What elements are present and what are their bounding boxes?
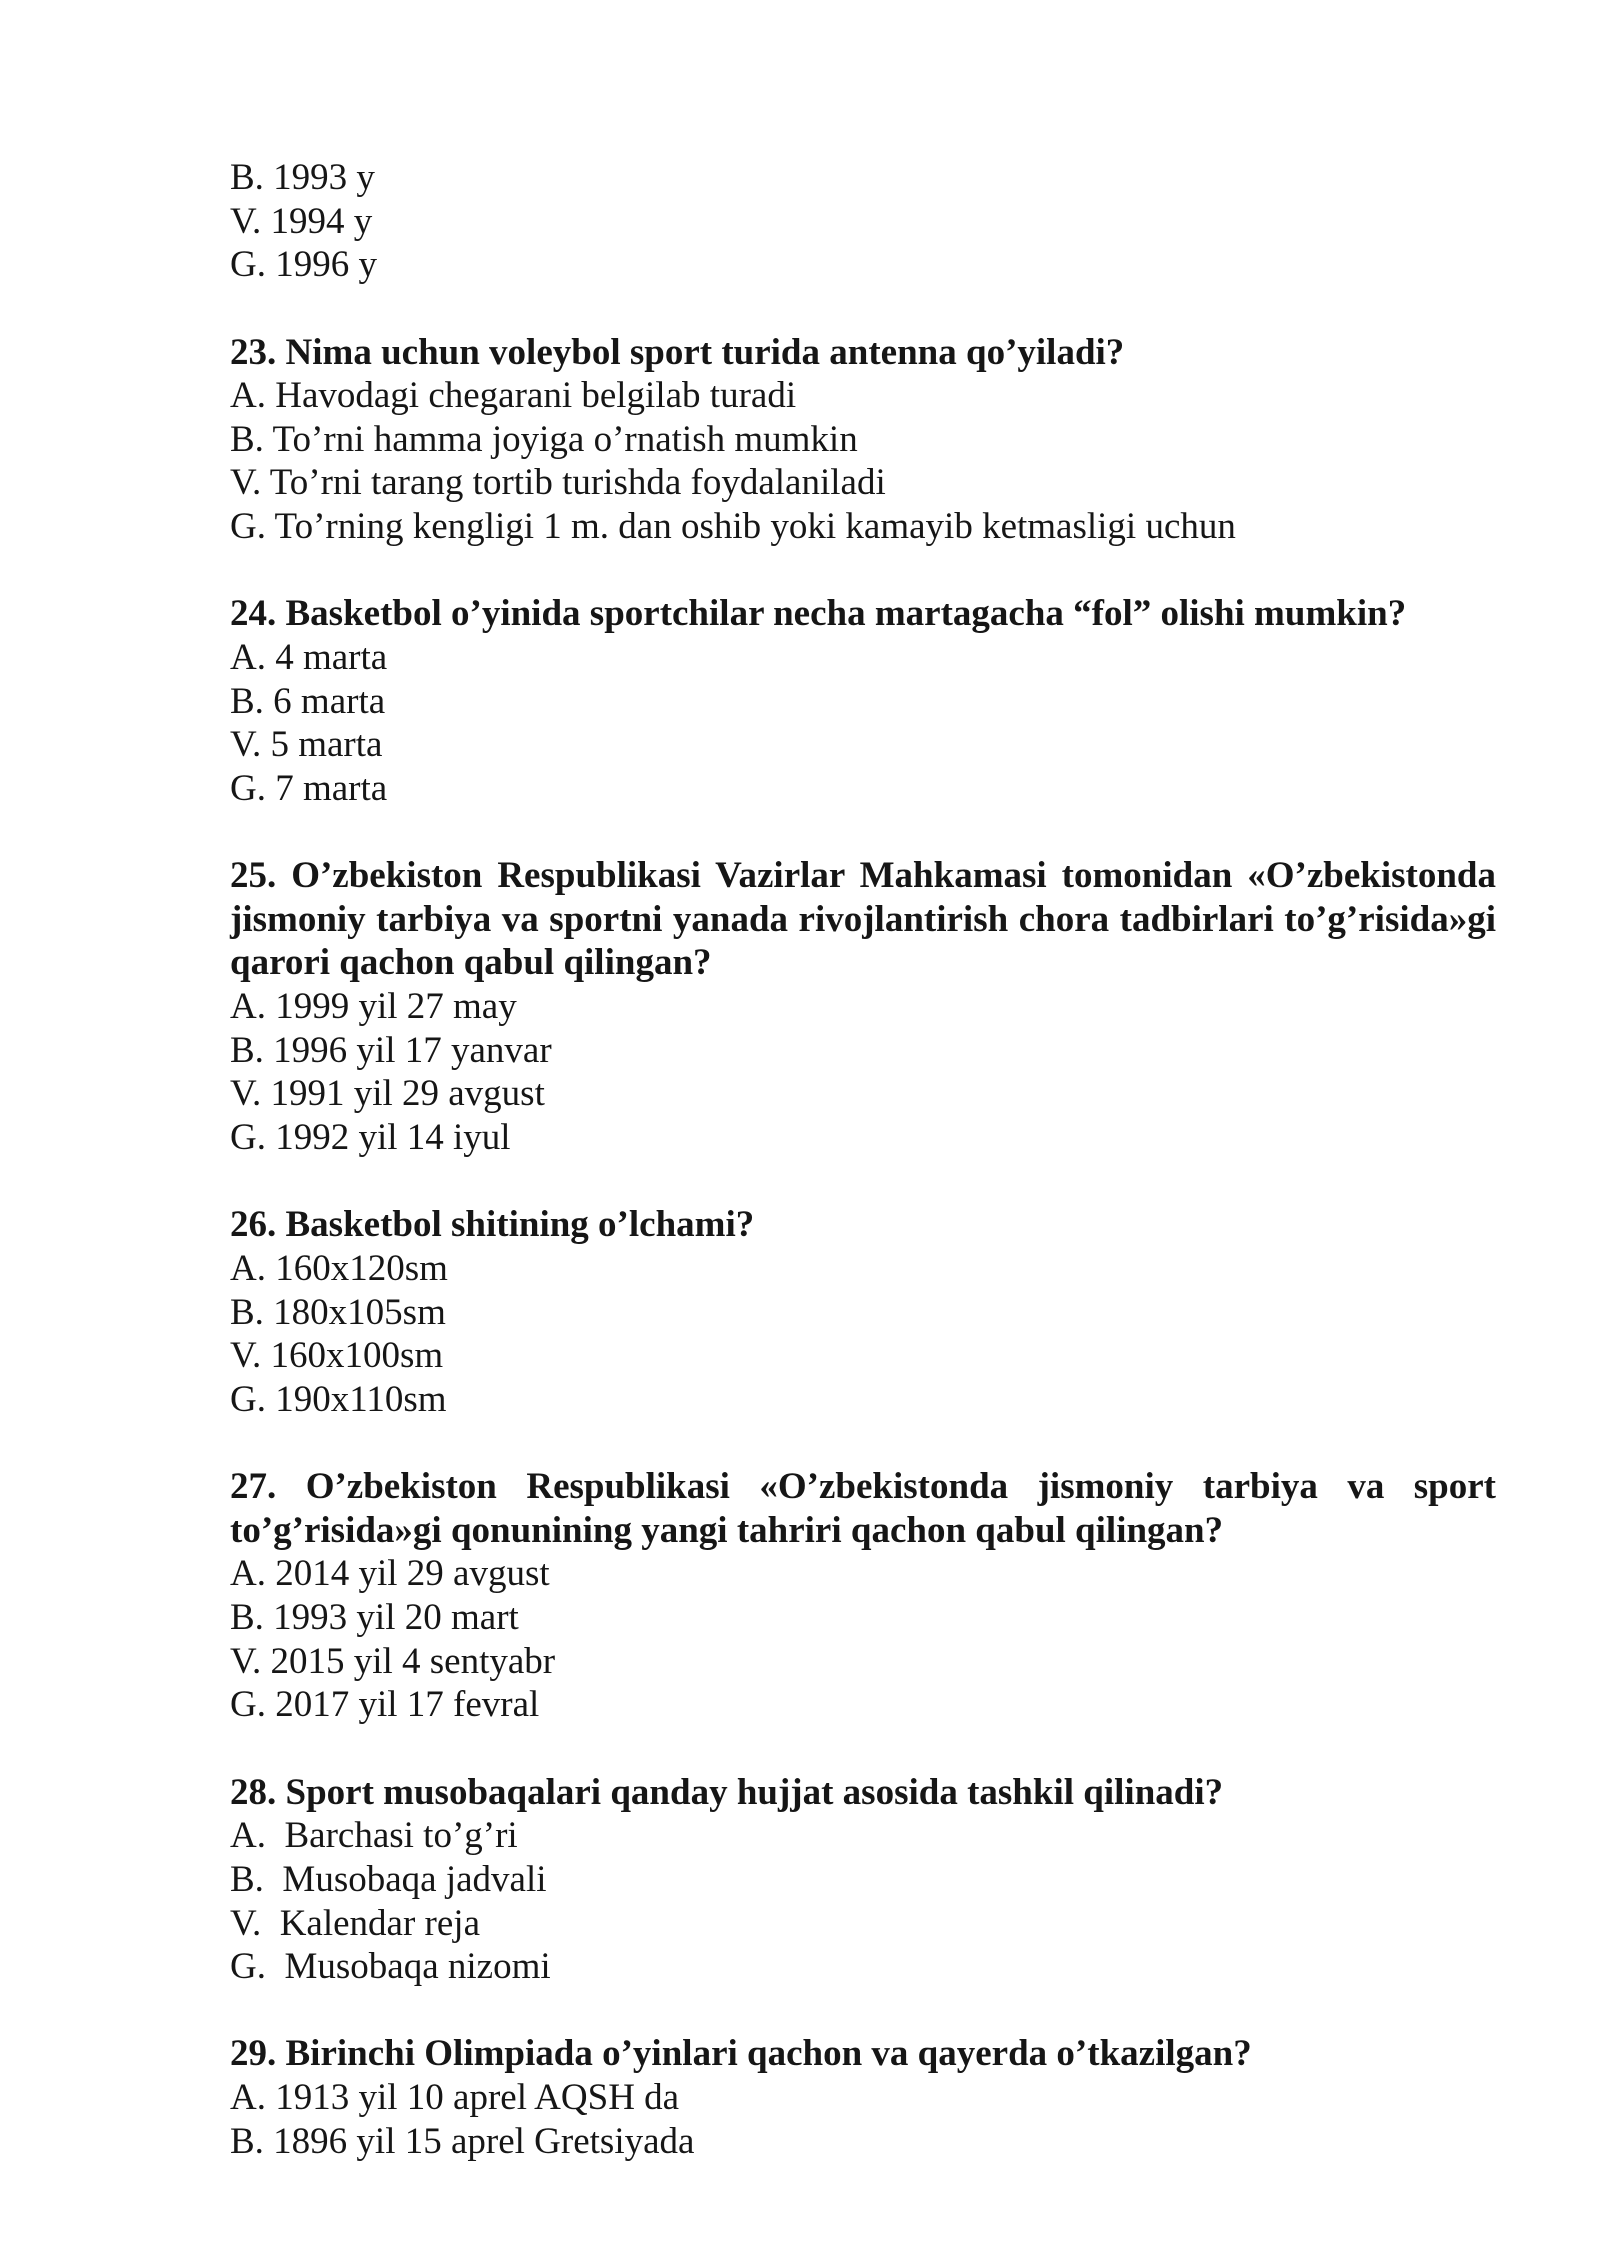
question-text-line: 27. O’zbekiston Respublikasi «O’zbekistonda jismoniy tarbiya va sport [230, 1466, 1496, 1508]
question-text-line: jismoniy tarbiya va sportni yanada rivojlantirish chora tadbirlari to’g’risida»gi [230, 898, 1496, 940]
question-block [230, 2032, 1496, 2163]
answer-option: G. Musobaqa nizomi [230, 1946, 551, 1988]
answer-option: B. 1993 y [230, 157, 375, 198]
question-text [230, 1771, 1496, 1815]
answer-option: G. 1992 yil 14 iyul [230, 1117, 511, 1159]
question-text-line: to’g’risida»gi qonunining yangi tahriri qachon qabul qilingan? [230, 1509, 1224, 1551]
question-block [230, 592, 1496, 810]
answer-option: V. 5 marta [230, 724, 383, 766]
answer-option: A. 2014 yil 29 avgust [230, 1553, 550, 1595]
answer-option: G. To’rning kengligi 1 m. dan oshib yoki kamayib ketmasligi uchun [230, 506, 1236, 548]
question-text-line: 26. Basketbol shitining o’lchami? [230, 1204, 755, 1246]
question-text-line: 23. Nima uchun voleybol sport turida antenna qo’yiladi? [230, 331, 1125, 373]
question-text-line: qarori qachon qabul qilingan? [230, 942, 712, 984]
answer-option: A. 4 marta [230, 637, 388, 679]
question-text [230, 331, 1496, 375]
answer-option: V. 1994 y [230, 200, 373, 242]
answer-option: G. 190x110sm [230, 1378, 447, 1420]
question-text-line: 24. Basketbol o’yinida sportchilar necha martagacha “fol” olishi mumkin? [230, 593, 1407, 635]
answer-option: A. 1913 yil 10 aprel AQSH da [230, 2077, 680, 2119]
answer-option: A. 160x120sm [230, 1247, 448, 1289]
document-body [230, 156, 1496, 2207]
question-block [230, 1203, 1496, 1421]
answer-option: A. Barchasi to’g’ri [230, 1815, 518, 1857]
question-text-line: 29. Birinchi Olimpiada o’yinlari qachon va qayerda o’tkazilgan? [230, 2033, 1252, 2075]
question-text [230, 1465, 1496, 1552]
question-text-line: 28. Sport musobaqalari qanday hujjat asosida tashkil qilinadi? [230, 1771, 1224, 1813]
question-block [230, 331, 1496, 549]
question-text [230, 2032, 1496, 2076]
question-text [230, 592, 1496, 636]
answer-option: V. 160x100sm [230, 1335, 444, 1377]
question-text [230, 1203, 1496, 1247]
answer-options-continued [230, 156, 1496, 287]
answer-option: V. To’rni tarang tortib turishda foydalaniladi [230, 462, 886, 504]
question-text-line: 25. O’zbekiston Respublikasi Vazirlar Mahkamasi tomonidan «O’zbekistonda [230, 855, 1496, 897]
question-block [230, 1465, 1496, 1727]
answer-option: B. 180x105sm [230, 1291, 446, 1333]
question-block [230, 1771, 1496, 1989]
answer-option: B. 1896 yil 15 aprel Gretsiyada [230, 2120, 695, 2162]
answer-option: V. 1991 yil 29 avgust [230, 1073, 545, 1115]
question-block [230, 854, 1496, 1159]
answer-option: B. 6 marta [230, 680, 386, 722]
answer-option: A. 1999 yil 27 may [230, 986, 517, 1028]
answer-option: B. To’rni hamma joyiga o’rnatish mumkin [230, 418, 858, 460]
answer-option: B. Musobaqa jadvali [230, 1858, 547, 1900]
answer-option: G. 2017 yil 17 fevral [230, 1684, 540, 1726]
answer-option: B. 1993 yil 20 mart [230, 1597, 519, 1639]
answer-option: B. 1996 yil 17 yanvar [230, 1029, 552, 1071]
answer-option: V. Kalendar reja [230, 1902, 480, 1944]
answer-option: V. 2015 yil 4 sentyabr [230, 1640, 556, 1682]
answer-option: G. 1996 y [230, 244, 377, 286]
answer-option: A. Havodagi chegarani belgilab turadi [230, 375, 797, 417]
answer-option: G. 7 marta [230, 767, 388, 809]
question-text [230, 854, 1496, 985]
